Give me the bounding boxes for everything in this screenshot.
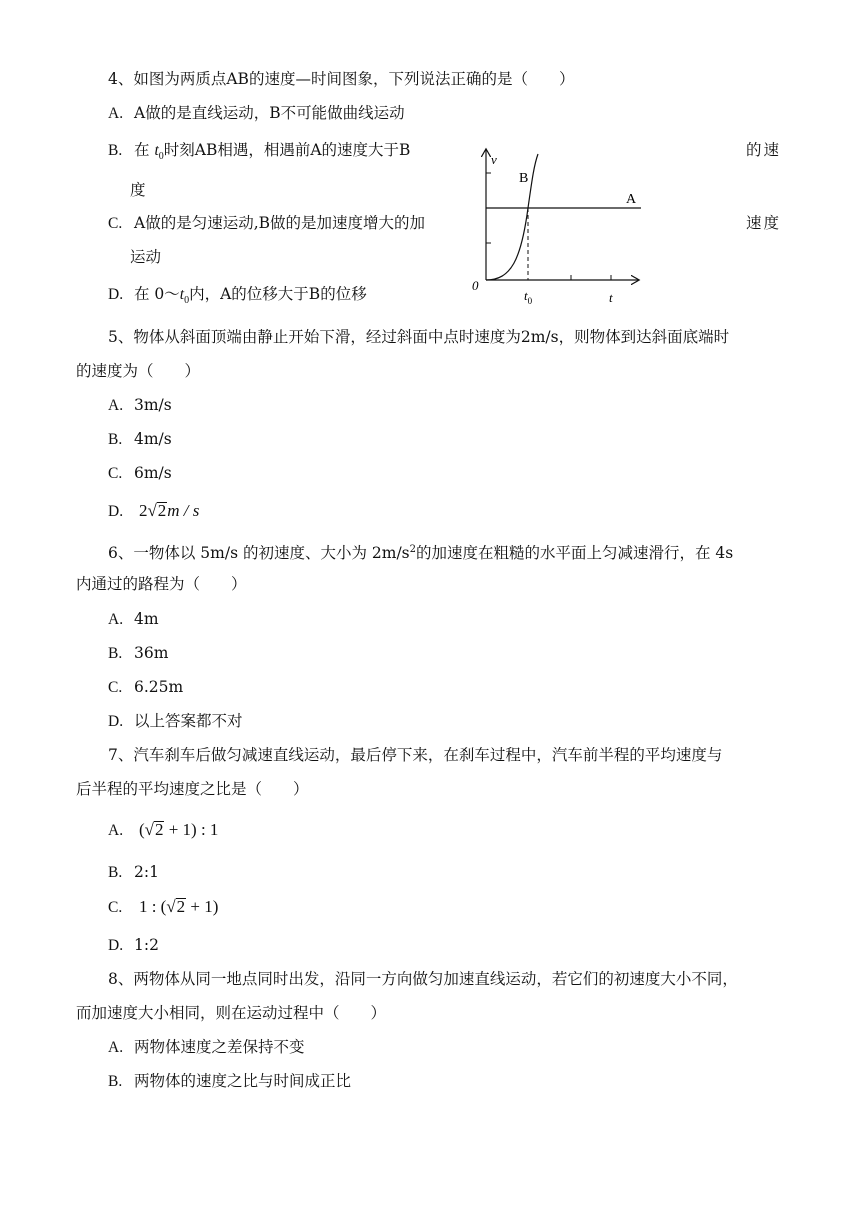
q4-option-c	[108, 213, 425, 234]
option-text-post: 内，A的位移大于B的位移	[189, 285, 367, 303]
q7-stem-line2: 后半程的平均速度之比是（ ）	[76, 780, 309, 798]
option-text: 两物体速度之差保持不变	[134, 1038, 305, 1056]
q8-stem-line1: 8、两物体从同一地点同时出发，沿同一方向做匀加速直线运动，若它们的初速度大小不同，	[108, 970, 738, 988]
q4-option-d	[108, 284, 367, 311]
option-label: C.	[108, 215, 123, 232]
q7-option-d	[108, 935, 159, 956]
q4-option-b-tail: 的速	[746, 141, 782, 159]
q4-option-b-cont: 度	[130, 181, 146, 199]
q4-option-a	[108, 103, 405, 124]
formula: 1 : (√2 + 1)	[138, 897, 219, 916]
option-label: C.	[108, 465, 123, 482]
q6-option-b	[108, 643, 168, 664]
option-text: 以上答案都不对	[134, 712, 243, 730]
option-text: 4m	[134, 610, 159, 628]
formula: (√2 + 1) : 1	[138, 820, 219, 839]
t0-symbol: $t_0$	[179, 286, 190, 307]
q6-option-a	[108, 609, 159, 630]
option-label: D.	[108, 286, 124, 303]
option-label: B.	[108, 431, 123, 448]
t0-symbol: $t_0$	[154, 142, 164, 163]
option-text: 6m/s	[134, 464, 172, 482]
q7-option-b	[108, 862, 159, 883]
option-label: C.	[108, 679, 123, 696]
q5-option-d	[108, 501, 199, 522]
option-text: A做的是匀速运动,B做的是加速度增大的加	[134, 214, 426, 232]
vt-graph	[466, 140, 656, 310]
option-text: A做的是直线运动，B不可能做曲线运动	[134, 104, 405, 122]
option-label: A.	[108, 105, 124, 122]
option-label: D.	[108, 503, 124, 520]
q8-option-a	[108, 1037, 305, 1058]
option-label: B.	[108, 645, 123, 662]
option-label: A.	[108, 611, 124, 628]
formula: 2√2m / s	[138, 501, 200, 520]
option-text-pre: 在	[134, 141, 150, 159]
option-text-post: 时刻AB相遇，相遇前A的速度大于B	[163, 141, 411, 159]
q5-option-a	[108, 395, 172, 416]
option-text: 6.25m	[134, 678, 184, 696]
q5-option-b	[108, 429, 172, 450]
series-b-label: B	[519, 171, 529, 186]
q8-stem-line2: 而加速度大小相同，则在运动过程中（ ）	[76, 1004, 387, 1022]
option-label: B.	[108, 864, 123, 881]
q5-option-c	[108, 463, 172, 484]
q4-option-b	[108, 140, 410, 167]
option-text: 4m/s	[134, 430, 172, 448]
option-label: C.	[108, 899, 123, 916]
q6-option-d	[108, 711, 243, 732]
q7-option-c	[108, 897, 218, 918]
t0-label: $t_0$	[524, 288, 533, 306]
q5-stem-line2: 的速度为（ ）	[76, 362, 201, 380]
option-text-pre: 在 0～	[134, 285, 180, 303]
q4-option-c-tail: 速度	[746, 214, 782, 232]
series-a-label: A	[626, 192, 637, 207]
option-text: 两物体的速度之比与时间成正比	[134, 1072, 352, 1090]
option-label: A.	[108, 1039, 124, 1056]
option-label: D.	[108, 713, 124, 730]
q7-stem-line1: 7、汽车刹车后做匀减速直线运动，最后停下来，在刹车过程中，汽车前半程的平均速度与	[108, 746, 723, 764]
v-axis-label: v	[491, 152, 497, 167]
option-label: B.	[108, 142, 123, 159]
option-text: 2:1	[134, 863, 159, 881]
q7-option-a	[108, 820, 218, 841]
q6-stem-line1: 6、一物体以 5m/s 的初速度、大小为 $2m/s^2$的加速度在粗糙的水平面上匀减速滑行，在 4s	[108, 544, 734, 563]
series-b-curve	[486, 154, 538, 280]
q4-stem: 4、如图为两质点AB的速度—时间图象，下列说法正确的是（ ）	[108, 70, 575, 88]
option-label: A.	[108, 397, 124, 414]
option-label: B.	[108, 1073, 123, 1090]
option-label: A.	[108, 822, 124, 839]
q8-option-b	[108, 1071, 351, 1092]
q4-option-c-cont: 运动	[130, 248, 162, 266]
origin-label: 0	[472, 278, 479, 293]
q5-stem-line1: 5、物体从斜面顶端由静止开始下滑，经过斜面中点时速度为2m/s，则物体到达斜面底端时	[108, 328, 730, 346]
q6-option-c	[108, 677, 183, 698]
q6-stem-line2: 内通过的路程为（ ）	[76, 575, 247, 593]
option-text: 1:2	[134, 936, 159, 954]
option-label: D.	[108, 937, 124, 954]
option-text: 3m/s	[134, 396, 172, 414]
t-axis-label: t	[609, 290, 613, 305]
option-text: 36m	[134, 644, 169, 662]
